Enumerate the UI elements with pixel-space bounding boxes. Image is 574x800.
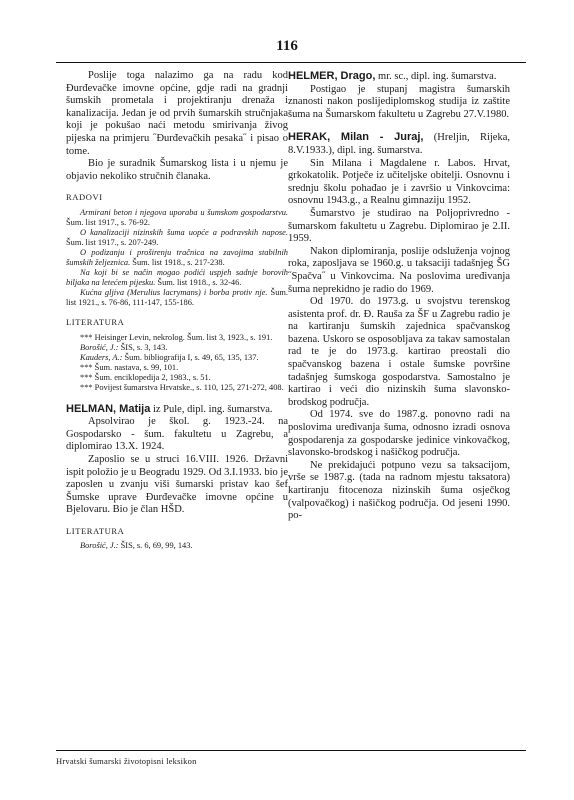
work-source: Šum. list 1918., s. 217-238. [132,257,225,267]
radovi-list [66,208,288,308]
list-item: Kauders, A.: Šum. bibliografija I, s. 49, 65, 135, 137. [80,352,259,362]
entry-name: HELMER, Drago, [288,70,376,82]
list-item: Borošić, J.: ŠIS, s. 3, 143. [80,342,168,352]
footer-text: Hrvatski šumarski životopisni leksikon [56,756,197,766]
entry-paragraph: Šumarstvo je studirao na Poljoprivredno - šumarskom fakultetu u Zagrebu. Diplomirao je 2.II. 1959. [288,207,510,245]
section-label-literatura: LITERATURA [66,525,125,536]
entry-heading-helmer: HELMER, Drago, mr. sc., dipl. ing. šumarstva. [288,70,497,82]
list-item [66,228,288,248]
work-title: Na koji bi se način mogao podići uspjeh sadnje borovih biljaka na letećem pijesku. [66,267,288,287]
work-title: O podizanju i proširenju tračnica na zavojima stabilnih šumskih željeznica. [66,247,288,267]
right-column [288,70,510,523]
work-title: Armirani beton i njegova uporaba u šumskom gospodarstvu. [80,207,288,217]
list-item: *** Heisinger Levin, nekrolog. Šum. list 3, 1923., s. 191. [80,332,273,342]
list-item: *** Šum. enciklopedija 2, 1983., s. 51. [80,372,211,382]
work-source: Šum. list 1917., s. 76-92. [66,217,150,227]
entry-heading-herak: HERAK, Milan - Juraj, (Hreljin, Rijeka, 8.V.1933.), dipl. ing. šumarstva. [288,131,510,156]
entry-name: HELMAN, Matija [66,402,151,415]
entry-paragraph: Apsolvirao je škol. g. 1923.-24. na Gospodarsko - šum. fakultetu u Zagrebu, a diplomirao 13.X. 1924. [66,416,288,453]
entry-paragraph: Nakon diplomiranja, poslije odsluženja vojnog roka, zaposljava se 1960.g. u taksaciji tadašnjeg ŠG ˝Spačva˝ u Vinkovcima. Na poslovima uređivanja šuma neprekidno je radio do 1969. [288,245,510,295]
entry-paragraph: Ne prekidajući potpuno vezu sa taksacijom, vrše se 1987.g. (tada na radnom mjestu taksatora) kartiranju fitocenoza nizinskih šuma osječkog (valpovačkog) i našičkog područja. Od jeseni 1990. po- [288,459,510,522]
list-item [66,208,288,228]
top-rule [56,62,526,63]
work-title: Kućna gljiva (Merulius lacrymans) i borba protiv nje. [80,287,268,297]
entry-paragraph: Postigao je stupanj magistra šumarskih znanosti nakon poslijediplomskog studija iz zaštite šuma na Šumarskom fakultetu u Zagrebu 27.V.1980. [288,83,510,120]
list-item [66,288,288,308]
list-item [66,268,288,288]
intro-paragraph: Bio je suradnik Šumarskog lista i u njemu je objavio nekoliko stručnih članaka. [66,158,288,182]
entry-paragraph: Sin Milana i Magdalene r. Labos. Hrvat, grkokatolik. Potječe iz učiteljske obitelji. Osnovnu i srednju školu pohađao je i završio u Vinkovcima: osnovnu 1943.g., a Realnu gimnaziju 1952. [288,157,510,207]
work-title: O kanalizaciji nizinskih šuma uopće a podravskih napose. [80,227,288,237]
page-number: 116 [276,38,298,54]
entry-name: HERAK, Milan - Juraj, [288,131,424,144]
entry-heading-helman: HELMAN, Matija iz Pule, dipl. ing. šumarstva. [66,402,273,415]
section-label-literatura: LITERATURA [66,316,125,327]
entry-paragraph: Zaposlio se u struci 16.VIII. 1926. Državni ispit položio je u Beogradu 1929. Od 3.I.1933. bio je zaposlen u zvanju viši šumarski pristav kao šef Šumske uprave Đurđevačke imovne općine u Bjelovaru. Bio je član HŠD. [66,453,288,516]
literatura-list [66,333,288,393]
entry-paragraph: Od 1970. do 1973.g. u svojstvu terenskog asistenta prof. dr. Đ. Rauša za ŠF u Zagrebu radio je na kartiranju šumskih zajednica spačvanskog bazena. Uskoro se osposobljava za takav samostalan rad te je do 1973.g. kartirao preostali dio spačvanskog bazena i ostale šumske površine tadašnjeg šumskoga gospodarstva. Samostalno je kartirao i veći dio nizinskih šuma slavonsko-brodskog područja. [288,296,510,408]
intro-paragraph: Poslije toga nalazimo ga na radu kod Đurđevačke imovne općine, gdje radi na gradnji šumskih prometala i projektiranju drenaža i kanalizacija. Jedan je od prvih šumarskih stručnjaka koji je pokušao naći metodu smirivanja živog pijeska na primjeru ˝Đurđevačkih pesaka˝ i pisao o tome. [66,70,288,157]
list-item [66,248,288,268]
work-source: Šum. list 1921., s. 76-86, 111-147, 155-186. [66,287,289,307]
section-label-radovi: RADOVI [66,192,103,203]
list-item: Borošić, J.: ŠIS, s. 6, 69, 99, 143. [80,541,193,551]
list-item: *** Povijest šumarstva Hrvatske., s. 110, 125, 271-272, 408. [80,382,284,392]
entry-paragraph: Od 1974. sve do 1987.g. ponovno radi na poslovima uređivanja šuma, odnosno izradi osnova gospodarenja za gospodarske jedinice vinkovačkog, slavonsko-brodskog i našičkog područja. [288,409,510,459]
bottom-rule [56,750,526,751]
left-column [66,70,288,551]
work-source: Šum. list 1917., s. 207-249. [66,237,159,247]
work-source: Šum. list 1918., s. 32-46. [157,277,242,287]
list-item: *** Šum. nastava, s. 99, 101. [80,362,179,372]
